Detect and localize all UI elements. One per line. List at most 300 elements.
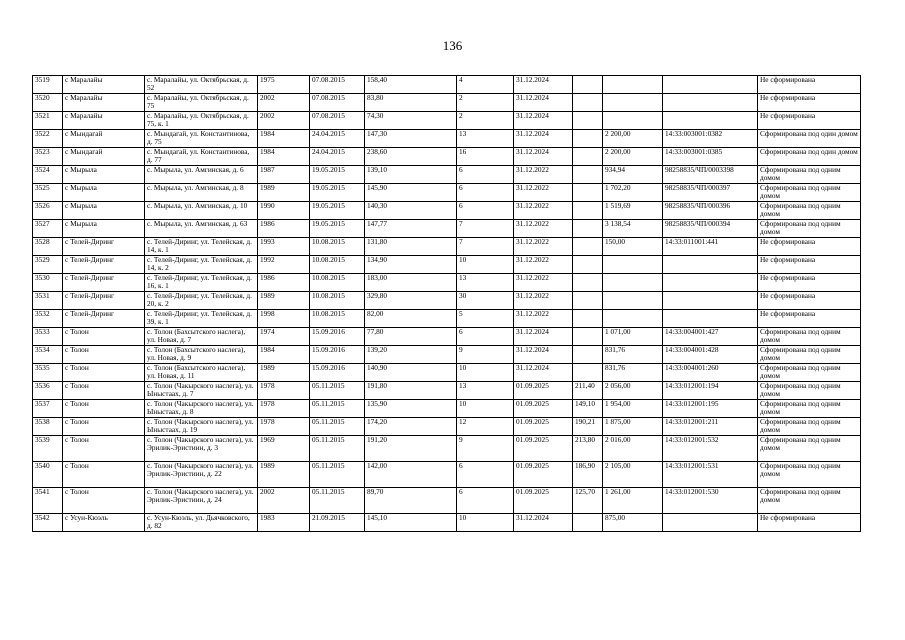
inclusion-date-cell: 05.11.2015 bbox=[310, 488, 365, 514]
inclusion-date-cell: 10.08.2015 bbox=[310, 238, 365, 256]
build-year-cell: 1978 bbox=[258, 400, 310, 418]
extra-value-cell bbox=[573, 94, 603, 112]
row-number-cell: 3532 bbox=[33, 310, 63, 328]
build-year-cell: 2002 bbox=[258, 94, 310, 112]
row-number-cell: 3522 bbox=[33, 130, 63, 148]
deadline-cell: 31.12.2022 bbox=[514, 166, 573, 184]
address-cell: с. Толон (Чакырского наслега), ул. Эрилик-Эристиин, д. 24 bbox=[145, 488, 258, 514]
extra-value-cell bbox=[573, 238, 603, 256]
settlement-cell: с Маралайы bbox=[63, 94, 145, 112]
settlement-cell: с Маралайы bbox=[63, 112, 145, 130]
row-number-cell: 3541 bbox=[33, 488, 63, 514]
address-cell: с. Мындагай, ул. Константинова, д. 77 bbox=[145, 148, 258, 166]
flats-count-cell: 30 bbox=[457, 292, 514, 310]
cadastral-number-cell bbox=[663, 112, 758, 130]
land-status-cell: Сформирована под один домом bbox=[758, 130, 861, 148]
extra-value-cell: 213,80 bbox=[573, 436, 603, 462]
extra-value-cell: 125,70 bbox=[573, 488, 603, 514]
table-row bbox=[33, 292, 861, 310]
area-cell: 158,40 bbox=[365, 76, 457, 94]
cadastral-number-cell bbox=[663, 514, 758, 532]
land-area-cell: 1 261,00 bbox=[603, 488, 663, 514]
land-status-cell: Не сформирована bbox=[758, 274, 861, 292]
flats-count-cell: 16 bbox=[457, 148, 514, 166]
land-status-cell: Сформирована под одним домом bbox=[758, 328, 861, 346]
address-cell: с. Толон (Чакырского наслега), ул. Эрилик-Эристиин, д. 22 bbox=[145, 462, 258, 488]
table-row bbox=[33, 130, 861, 148]
land-area-cell bbox=[603, 94, 663, 112]
address-cell: с. Толон (Бахсытского наслега), ул. Новая, д. 9 bbox=[145, 346, 258, 364]
settlement-cell: с Толон bbox=[63, 346, 145, 364]
land-status-cell: Не сформирована bbox=[758, 112, 861, 130]
table-row bbox=[33, 400, 861, 418]
inclusion-date-cell: 05.11.2015 bbox=[310, 418, 365, 436]
land-area-cell bbox=[603, 112, 663, 130]
build-year-cell: 1992 bbox=[258, 256, 310, 274]
area-cell: 183,00 bbox=[365, 274, 457, 292]
land-area-cell: 1 702,20 bbox=[603, 184, 663, 202]
inclusion-date-cell: 15.09.2016 bbox=[310, 346, 365, 364]
build-year-cell: 1984 bbox=[258, 148, 310, 166]
settlement-cell: с Телей-Диринг bbox=[63, 238, 145, 256]
land-area-cell: 3 138,54 bbox=[603, 220, 663, 238]
area-cell: 147,30 bbox=[365, 130, 457, 148]
land-area-cell: 2 016,00 bbox=[603, 436, 663, 462]
extra-value-cell bbox=[573, 328, 603, 346]
area-cell: 174,20 bbox=[365, 418, 457, 436]
address-cell: с. Маралайы, ул. Октябрьская, д. 75 bbox=[145, 94, 258, 112]
address-cell: с. Толон (Чакырского наслега), ул. Ыныстаах, д. 7 bbox=[145, 382, 258, 400]
flats-count-cell: 10 bbox=[457, 514, 514, 532]
extra-value-cell bbox=[573, 112, 603, 130]
build-year-cell: 1998 bbox=[258, 310, 310, 328]
flats-count-cell: 4 bbox=[457, 76, 514, 94]
table-row bbox=[33, 488, 861, 514]
deadline-cell: 31.12.2024 bbox=[514, 76, 573, 94]
land-status-cell: Сформирована под одним домом bbox=[758, 488, 861, 514]
row-number-cell: 3523 bbox=[33, 148, 63, 166]
land-area-cell bbox=[603, 256, 663, 274]
inclusion-date-cell: 07.08.2015 bbox=[310, 76, 365, 94]
address-cell: с. Толон (Чакырского наслега), ул. Ыныстаах, д. 8 bbox=[145, 400, 258, 418]
row-number-cell: 3531 bbox=[33, 292, 63, 310]
inclusion-date-cell: 19.05.2015 bbox=[310, 166, 365, 184]
land-area-cell: 831,76 bbox=[603, 346, 663, 364]
flats-count-cell: 10 bbox=[457, 364, 514, 382]
build-year-cell: 1993 bbox=[258, 238, 310, 256]
inclusion-date-cell: 15.09.2016 bbox=[310, 364, 365, 382]
deadline-cell: 31.12.2022 bbox=[514, 220, 573, 238]
flats-count-cell: 5 bbox=[457, 310, 514, 328]
row-number-cell: 3528 bbox=[33, 238, 63, 256]
inclusion-date-cell: 10.08.2015 bbox=[310, 256, 365, 274]
cadastral-number-cell: 14:33:012001:194 bbox=[663, 382, 758, 400]
table-row bbox=[33, 166, 861, 184]
table-row bbox=[33, 184, 861, 202]
extra-value-cell bbox=[573, 274, 603, 292]
inclusion-date-cell: 19.05.2015 bbox=[310, 202, 365, 220]
inclusion-date-cell: 05.11.2015 bbox=[310, 382, 365, 400]
settlement-cell: с Мырыла bbox=[63, 220, 145, 238]
address-cell: с. Маралайы, ул. Октябрьская, д. 75, к. 1 bbox=[145, 112, 258, 130]
flats-count-cell: 9 bbox=[457, 436, 514, 462]
table-row bbox=[33, 220, 861, 238]
table-row bbox=[33, 256, 861, 274]
flats-count-cell: 7 bbox=[457, 220, 514, 238]
inclusion-date-cell: 21.09.2015 bbox=[310, 514, 365, 532]
flats-count-cell: 6 bbox=[457, 488, 514, 514]
land-status-cell: Сформирована под одним домом bbox=[758, 166, 861, 184]
build-year-cell: 1989 bbox=[258, 462, 310, 488]
inclusion-date-cell: 05.11.2015 bbox=[310, 462, 365, 488]
cadastral-number-cell: 98258835/ЧП/000394 bbox=[663, 220, 758, 238]
table-row bbox=[33, 112, 861, 130]
extra-value-cell bbox=[573, 76, 603, 94]
land-area-cell: 2 105,00 bbox=[603, 462, 663, 488]
build-year-cell: 1974 bbox=[258, 328, 310, 346]
deadline-cell: 31.12.2024 bbox=[514, 148, 573, 166]
area-cell: 139,20 bbox=[365, 346, 457, 364]
settlement-cell: с Телей-Диринг bbox=[63, 292, 145, 310]
build-year-cell: 1986 bbox=[258, 274, 310, 292]
settlement-cell: с Толон bbox=[63, 364, 145, 382]
inclusion-date-cell: 24.04.2015 bbox=[310, 148, 365, 166]
deadline-cell: 31.12.2022 bbox=[514, 184, 573, 202]
build-year-cell: 1984 bbox=[258, 130, 310, 148]
deadline-cell: 31.12.2024 bbox=[514, 346, 573, 364]
land-status-cell: Не сформирована bbox=[758, 310, 861, 328]
land-status-cell: Сформирована под одним домом bbox=[758, 436, 861, 462]
cadastral-number-cell: 14:33:012001:532 bbox=[663, 436, 758, 462]
row-number-cell: 3534 bbox=[33, 346, 63, 364]
build-year-cell: 2002 bbox=[258, 112, 310, 130]
row-number-cell: 3519 bbox=[33, 76, 63, 94]
build-year-cell: 1978 bbox=[258, 418, 310, 436]
extra-value-cell bbox=[573, 346, 603, 364]
deadline-cell: 01.09.2025 bbox=[514, 382, 573, 400]
build-year-cell: 1986 bbox=[258, 220, 310, 238]
settlement-cell: с Усун-Кюэль bbox=[63, 514, 145, 532]
deadline-cell: 31.12.2024 bbox=[514, 514, 573, 532]
flats-count-cell: 6 bbox=[457, 184, 514, 202]
extra-value-cell bbox=[573, 130, 603, 148]
cadastral-number-cell: 14:33:004001:260 bbox=[663, 364, 758, 382]
row-number-cell: 3542 bbox=[33, 514, 63, 532]
flats-count-cell: 6 bbox=[457, 202, 514, 220]
address-cell: с. Телей-Диринг, ул. Телейская, д. 39, к. 1 bbox=[145, 310, 258, 328]
land-area-cell: 2 200,00 bbox=[603, 130, 663, 148]
area-cell: 135,90 bbox=[365, 400, 457, 418]
extra-value-cell: 149,10 bbox=[573, 400, 603, 418]
deadline-cell: 01.09.2025 bbox=[514, 400, 573, 418]
cadastral-number-cell: 14:33:012001:195 bbox=[663, 400, 758, 418]
deadline-cell: 31.12.2022 bbox=[514, 256, 573, 274]
address-cell: с. Телей-Диринг, ул. Телейская, д. 14, к. 1 bbox=[145, 238, 258, 256]
settlement-cell: с Мырыла bbox=[63, 166, 145, 184]
address-cell: с. Мырыла, ул. Амгинская, д. 10 bbox=[145, 202, 258, 220]
settlement-cell: с Мырыла bbox=[63, 184, 145, 202]
area-cell: 329,80 bbox=[365, 292, 457, 310]
settlement-cell: с Толон bbox=[63, 436, 145, 462]
area-cell: 139,10 bbox=[365, 166, 457, 184]
table-row bbox=[33, 238, 861, 256]
table-row bbox=[33, 364, 861, 382]
build-year-cell: 1978 bbox=[258, 382, 310, 400]
inclusion-date-cell: 10.08.2015 bbox=[310, 274, 365, 292]
extra-value-cell: 211,40 bbox=[573, 382, 603, 400]
build-year-cell: 1987 bbox=[258, 166, 310, 184]
address-cell: с. Мырыла, ул. Амгинская, д. 63 bbox=[145, 220, 258, 238]
inclusion-date-cell: 07.08.2015 bbox=[310, 112, 365, 130]
extra-value-cell bbox=[573, 166, 603, 184]
area-cell: 238,60 bbox=[365, 148, 457, 166]
row-number-cell: 3539 bbox=[33, 436, 63, 462]
page-number: 136 bbox=[442, 38, 463, 53]
cadastral-number-cell: 14:33:011001:441 bbox=[663, 238, 758, 256]
cadastral-number-cell: 14:33:003001:0385 bbox=[663, 148, 758, 166]
deadline-cell: 31.12.2022 bbox=[514, 292, 573, 310]
row-number-cell: 3533 bbox=[33, 328, 63, 346]
settlement-cell: с Толон bbox=[63, 462, 145, 488]
cadastral-number-cell: 14:33:004001:427 bbox=[663, 328, 758, 346]
area-cell: 142,00 bbox=[365, 462, 457, 488]
address-cell: с. Толон (Бахсытского наслега), ул. Новая, д. 7 bbox=[145, 328, 258, 346]
row-number-cell: 3538 bbox=[33, 418, 63, 436]
flats-count-cell: 2 bbox=[457, 94, 514, 112]
row-number-cell: 3529 bbox=[33, 256, 63, 274]
extra-value-cell bbox=[573, 148, 603, 166]
registry-rows bbox=[33, 76, 861, 532]
land-status-cell: Не сформирована bbox=[758, 94, 861, 112]
cadastral-number-cell: 14:33:012001:530 bbox=[663, 488, 758, 514]
table-row bbox=[33, 148, 861, 166]
land-area-cell: 831,76 bbox=[603, 364, 663, 382]
cadastral-number-cell: 14:33:012001:531 bbox=[663, 462, 758, 488]
extra-value-cell bbox=[573, 202, 603, 220]
land-status-cell: Сформирована под одним домом bbox=[758, 364, 861, 382]
land-status-cell: Сформирована под одним домом bbox=[758, 382, 861, 400]
inclusion-date-cell: 24.04.2015 bbox=[310, 130, 365, 148]
flats-count-cell: 13 bbox=[457, 130, 514, 148]
area-cell: 145,90 bbox=[365, 184, 457, 202]
table-row bbox=[33, 382, 861, 400]
address-cell: с. Телей-Диринг, ул. Телейская, д. 20, к. 2 bbox=[145, 292, 258, 310]
extra-value-cell bbox=[573, 220, 603, 238]
deadline-cell: 31.12.2022 bbox=[514, 202, 573, 220]
cadastral-number-cell bbox=[663, 292, 758, 310]
land-area-cell bbox=[603, 310, 663, 328]
row-number-cell: 3540 bbox=[33, 462, 63, 488]
address-cell: с. Усун-Кюэль, ул. Дьячковского, д. 82 bbox=[145, 514, 258, 532]
address-cell: с. Толон (Чакырского наслега), ул. Ыныстаах, д. 19 bbox=[145, 418, 258, 436]
address-cell: с. Маралайы, ул. Октябрьская, д. 52 bbox=[145, 76, 258, 94]
inclusion-date-cell: 05.11.2015 bbox=[310, 436, 365, 462]
row-number-cell: 3521 bbox=[33, 112, 63, 130]
build-year-cell: 2002 bbox=[258, 488, 310, 514]
build-year-cell: 1975 bbox=[258, 76, 310, 94]
flats-count-cell: 10 bbox=[457, 256, 514, 274]
build-year-cell: 1989 bbox=[258, 184, 310, 202]
extra-value-cell bbox=[573, 256, 603, 274]
flats-count-cell: 6 bbox=[457, 166, 514, 184]
extra-value-cell bbox=[573, 310, 603, 328]
flats-count-cell: 9 bbox=[457, 346, 514, 364]
address-cell: с. Телей-Диринг, ул. Телейская, д. 16, к. 1 bbox=[145, 274, 258, 292]
land-status-cell: Не сформирована bbox=[758, 256, 861, 274]
land-area-cell: 1 875,00 bbox=[603, 418, 663, 436]
flats-count-cell: 2 bbox=[457, 112, 514, 130]
land-status-cell: Не сформирована bbox=[758, 514, 861, 532]
area-cell: 131,80 bbox=[365, 238, 457, 256]
address-cell: с. Толон (Чакырского наслега), ул. Эрилик-Эристиин, д. 3 bbox=[145, 436, 258, 462]
land-area-cell: 1 071,00 bbox=[603, 328, 663, 346]
table-row bbox=[33, 310, 861, 328]
table-row bbox=[33, 418, 861, 436]
flats-count-cell: 7 bbox=[457, 238, 514, 256]
settlement-cell: с Телей-Диринг bbox=[63, 310, 145, 328]
row-number-cell: 3520 bbox=[33, 94, 63, 112]
flats-count-cell: 10 bbox=[457, 400, 514, 418]
land-area-cell: 934,94 bbox=[603, 166, 663, 184]
cadastral-number-cell: 14:33:003001:0382 bbox=[663, 130, 758, 148]
area-cell: 191,20 bbox=[365, 436, 457, 462]
row-number-cell: 3535 bbox=[33, 364, 63, 382]
cadastral-number-cell bbox=[663, 94, 758, 112]
land-area-cell bbox=[603, 76, 663, 94]
deadline-cell: 31.12.2022 bbox=[514, 310, 573, 328]
area-cell: 83,80 bbox=[365, 94, 457, 112]
land-status-cell: Сформирована под одним домом bbox=[758, 400, 861, 418]
land-status-cell: Не сформирована bbox=[758, 238, 861, 256]
settlement-cell: с Толон bbox=[63, 418, 145, 436]
settlement-cell: с Телей-Диринг bbox=[63, 256, 145, 274]
table-row bbox=[33, 346, 861, 364]
flats-count-cell: 12 bbox=[457, 418, 514, 436]
deadline-cell: 31.12.2024 bbox=[514, 130, 573, 148]
inclusion-date-cell: 19.05.2015 bbox=[310, 184, 365, 202]
row-number-cell: 3536 bbox=[33, 382, 63, 400]
table-row bbox=[33, 462, 861, 488]
address-cell: с. Мырыла, ул. Амгинская, д. 6 bbox=[145, 166, 258, 184]
deadline-cell: 01.09.2025 bbox=[514, 418, 573, 436]
area-cell: 191,80 bbox=[365, 382, 457, 400]
deadline-cell: 31.12.2024 bbox=[514, 94, 573, 112]
area-cell: 145,10 bbox=[365, 514, 457, 532]
land-status-cell: Сформирована под одним домом bbox=[758, 184, 861, 202]
area-cell: 134,90 bbox=[365, 256, 457, 274]
land-status-cell: Сформирована под одним домом bbox=[758, 220, 861, 238]
land-area-cell: 1 519,69 bbox=[603, 202, 663, 220]
extra-value-cell bbox=[573, 184, 603, 202]
settlement-cell: с Толон bbox=[63, 400, 145, 418]
land-status-cell: Сформирована под одним домом bbox=[758, 202, 861, 220]
settlement-cell: с Толон bbox=[63, 382, 145, 400]
land-status-cell: Сформирована под один домом bbox=[758, 148, 861, 166]
land-area-cell: 875,00 bbox=[603, 514, 663, 532]
cadastral-number-cell bbox=[663, 274, 758, 292]
land-status-cell: Не сформирована bbox=[758, 76, 861, 94]
address-cell: с. Мырыла, ул. Амгинская, д. 8 bbox=[145, 184, 258, 202]
extra-value-cell bbox=[573, 364, 603, 382]
deadline-cell: 31.12.2024 bbox=[514, 112, 573, 130]
row-number-cell: 3526 bbox=[33, 202, 63, 220]
land-area-cell: 1 954,00 bbox=[603, 400, 663, 418]
land-status-cell: Сформирована под одним домом bbox=[758, 418, 861, 436]
inclusion-date-cell: 10.08.2015 bbox=[310, 292, 365, 310]
build-year-cell: 1969 bbox=[258, 436, 310, 462]
inclusion-date-cell: 19.05.2015 bbox=[310, 220, 365, 238]
row-number-cell: 3525 bbox=[33, 184, 63, 202]
extra-value-cell: 186,90 bbox=[573, 462, 603, 488]
build-year-cell: 1983 bbox=[258, 514, 310, 532]
cadastral-number-cell bbox=[663, 76, 758, 94]
cadastral-number-cell: 14:33:004001:428 bbox=[663, 346, 758, 364]
extra-value-cell bbox=[573, 292, 603, 310]
address-cell: с. Толон (Бахсытского наслега), ул. Новая, д. 11 bbox=[145, 364, 258, 382]
cadastral-number-cell bbox=[663, 310, 758, 328]
cadastral-number-cell bbox=[663, 256, 758, 274]
build-year-cell: 1989 bbox=[258, 364, 310, 382]
build-year-cell: 1989 bbox=[258, 292, 310, 310]
area-cell: 140,90 bbox=[365, 364, 457, 382]
land-area-cell bbox=[603, 274, 663, 292]
area-cell: 89,70 bbox=[365, 488, 457, 514]
deadline-cell: 01.09.2025 bbox=[514, 488, 573, 514]
settlement-cell: с Мындагай bbox=[63, 148, 145, 166]
row-number-cell: 3527 bbox=[33, 220, 63, 238]
row-number-cell: 3530 bbox=[33, 274, 63, 292]
row-number-cell: 3537 bbox=[33, 400, 63, 418]
deadline-cell: 31.12.2024 bbox=[514, 364, 573, 382]
area-cell: 140,30 bbox=[365, 202, 457, 220]
table-row bbox=[33, 76, 861, 94]
build-year-cell: 1990 bbox=[258, 202, 310, 220]
land-area-cell bbox=[603, 292, 663, 310]
inclusion-date-cell: 15.09.2016 bbox=[310, 328, 365, 346]
land-status-cell: Сформирована под одним домом bbox=[758, 462, 861, 488]
address-cell: с. Телей-Диринг, ул. Телейская, д. 14, к. 2 bbox=[145, 256, 258, 274]
settlement-cell: с Толон bbox=[63, 328, 145, 346]
land-status-cell: Сформирована под одним домом bbox=[758, 346, 861, 364]
land-status-cell: Не сформирована bbox=[758, 292, 861, 310]
flats-count-cell: 13 bbox=[457, 382, 514, 400]
area-cell: 74,30 bbox=[365, 112, 457, 130]
deadline-cell: 31.12.2022 bbox=[514, 274, 573, 292]
table-row bbox=[33, 202, 861, 220]
area-cell: 77,80 bbox=[365, 328, 457, 346]
build-year-cell: 1984 bbox=[258, 346, 310, 364]
inclusion-date-cell: 07.08.2015 bbox=[310, 94, 365, 112]
cadastral-number-cell: 98258835/ЧП/000396 bbox=[663, 202, 758, 220]
deadline-cell: 31.12.2024 bbox=[514, 328, 573, 346]
table-row bbox=[33, 436, 861, 462]
deadline-cell: 01.09.2025 bbox=[514, 462, 573, 488]
cadastral-number-cell: 14:33:012001:211 bbox=[663, 418, 758, 436]
table-row bbox=[33, 328, 861, 346]
inclusion-date-cell: 05.11.2015 bbox=[310, 400, 365, 418]
land-area-cell: 150,00 bbox=[603, 238, 663, 256]
flats-count-cell: 6 bbox=[457, 328, 514, 346]
settlement-cell: с Толон bbox=[63, 488, 145, 514]
land-area-cell: 2 056,00 bbox=[603, 382, 663, 400]
flats-count-cell: 6 bbox=[457, 462, 514, 488]
extra-value-cell: 190,21 bbox=[573, 418, 603, 436]
registry-table bbox=[32, 75, 861, 532]
cadastral-number-cell: 98258835/ЧП/000397 bbox=[663, 184, 758, 202]
deadline-cell: 01.09.2025 bbox=[514, 436, 573, 462]
settlement-cell: с Мырыла bbox=[63, 202, 145, 220]
extra-value-cell bbox=[573, 514, 603, 532]
